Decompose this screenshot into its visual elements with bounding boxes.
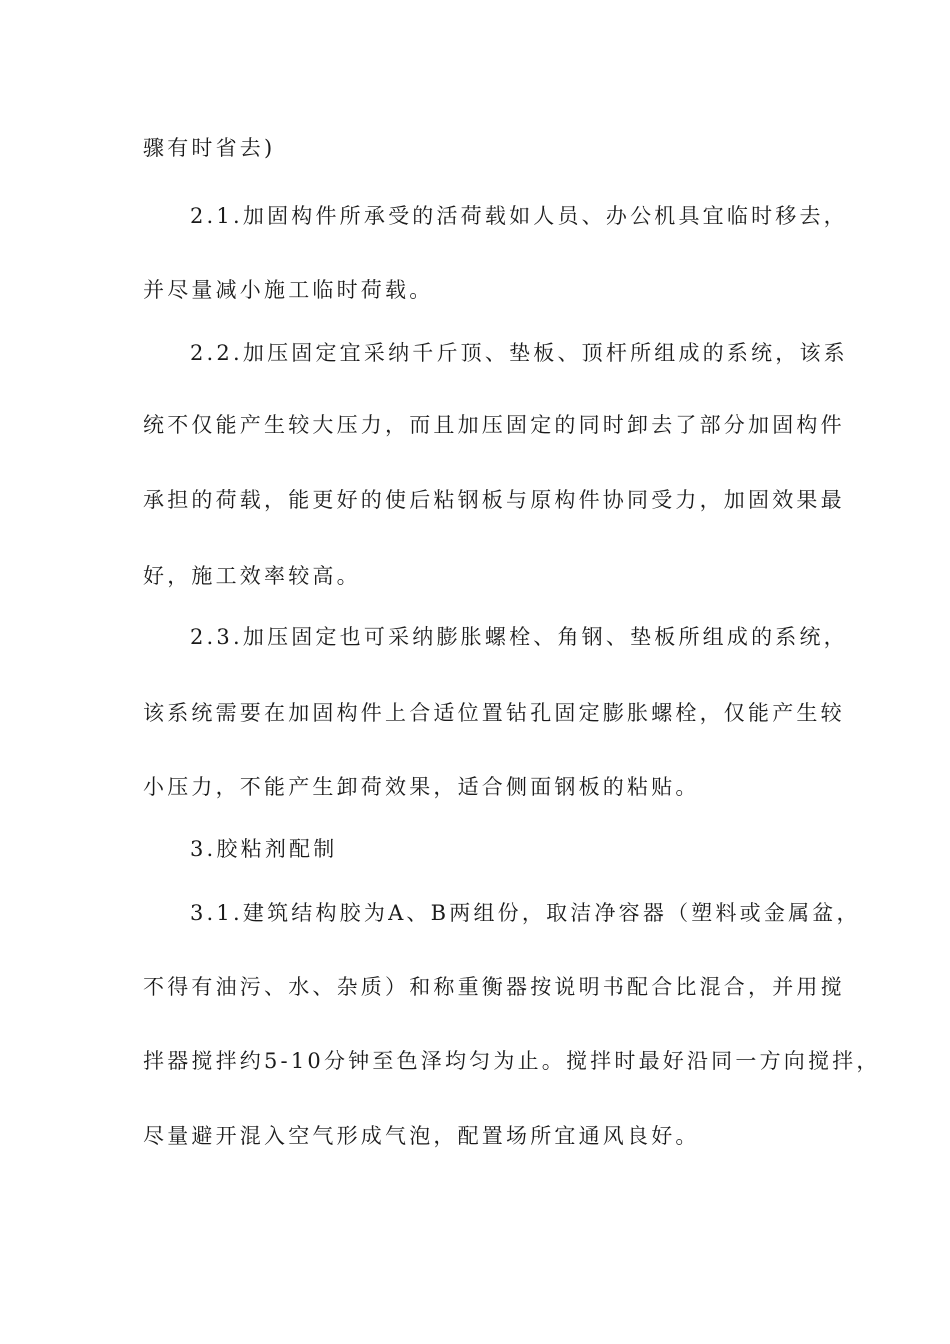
text-line-12: 3.1.建筑结构胶为A、B两组份，取洁净容器（塑料或金属盆， xyxy=(190,901,861,925)
text-line-7: 好，施工效率较高。 xyxy=(143,564,361,588)
text-line-15: 尽量避开混入空气形成气泡，配置场所宜通风良好。 xyxy=(143,1124,700,1148)
text-line-13: 不得有油污、水、杂质）和称重衡器按说明书配合比混合，并用搅 xyxy=(143,975,845,999)
text-line-8: 2.3.加压固定也可采纳膨胀螺栓、角钢、垫板所组成的系统， xyxy=(190,625,848,649)
text-line-4: 2.2.加压固定宜采纳千斤顶、垫板、顶杆所组成的系统，该系 xyxy=(190,341,848,365)
text-line-6: 承担的荷载，能更好的使后粘钢板与原构件协同受力，加固效果最 xyxy=(143,488,845,512)
text-line-5: 统不仅能产生较大压力，而且加压固定的同时卸去了部分加固构件 xyxy=(143,413,845,437)
text-line-10: 小压力，不能产生卸荷效果，适合侧面钢板的粘贴。 xyxy=(143,775,700,799)
text-line-1: 骤有时省去) xyxy=(143,136,276,160)
section-heading: 3.胶粘剂配制 xyxy=(190,837,338,861)
text-line-9: 该系统需要在加固构件上合适位置钻孔固定膨胀螺栓，仅能产生较 xyxy=(143,701,845,725)
text-line-2: 2.1.加固构件所承受的活荷载如人员、办公机具宜临时移去， xyxy=(190,204,848,228)
text-line-3: 并尽量减小施工临时荷载。 xyxy=(143,278,434,302)
text-line-14: 拌器搅拌约5-10分钟至色泽均匀为止。搅拌时最好沿同一方向搅拌， xyxy=(143,1049,881,1073)
